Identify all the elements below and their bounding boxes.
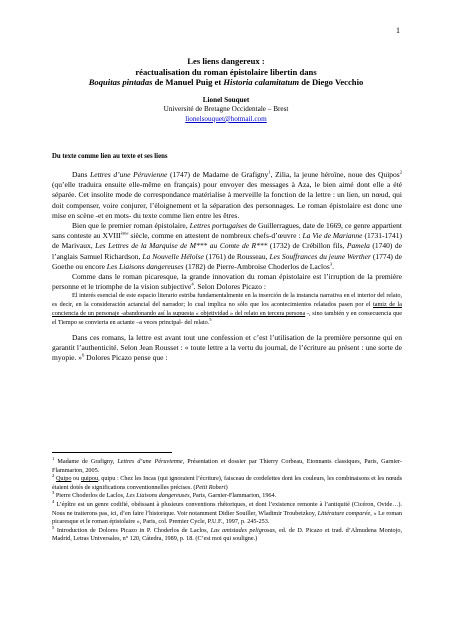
author-affiliation: Université de Bretagne Occidentale – Brest: [163, 105, 289, 114]
footnote-ref-1[interactable]: 1: [268, 169, 271, 175]
block-quote: El interés esencial de este espacio literario estriba fundamentalmente en la inserción de la instancia narrativa en el interior del relato, es decir, en la consideración actancial del narrador; lo cual implica no sólo que los acontecimientos relatados pasen por el tamiz de la conciencia de un personaje -abandonando así la supuesta « objetividad » del relato en tercera persona -, sino también y en consecuencia que el Tiempo se convierta en actante –a veces principal- del relato.$^5$: [52, 292, 403, 326]
body-text: [52, 170, 402, 363]
footnote-ref-2[interactable]: 2: [399, 169, 402, 175]
paper-title: [40, 56, 412, 88]
title-line-2: réactualisation du roman épistolaire libertin dans: [135, 66, 317, 77]
author-email-link[interactable]: lionelsouquet@hotmail.com: [185, 114, 267, 123]
section-heading: Du texte comme lien au texte et ses liens: [52, 153, 168, 160]
title-line-3: Boquitas pintadas de Manuel Puig et Historia calamitatum de Diego Vecchio: [88, 77, 364, 88]
footnote-2: $^2$ Quipo ou quipou, quipu : Chez les Incas (qui ignoraient l’écriture), faisceau de cordelettes dont les couleurs, les combinaisons et les nœuds étaient dotés de significations conventionnelles précises. (Petit Robert): [52, 473, 403, 491]
footnote-4: $^4$ L’épître est un genre codifié, obéissant à plusieurs conventions rhétoriques, et dont l’existence remonte à l’antiquité (Cicéron, Ovide…). Nous ne traiterons pas, ici, d’en faire l’historique. Voir notamment Didier Souiller, Wladimir Troubetzkoy, Littérature comparée, « Le roman picaresque et le roman épistolaire », Paris, col. Premier Cycle, P.U.F., 1997, p. 245-253.: [52, 498, 402, 526]
footnote-ref-3[interactable]: 3: [329, 261, 333, 267]
paragraph-4: Dans ces romans, la lettre est avant tout une confession et c’est l’utilisation de la première personne qui en garantit l’authenticité. Selon Jean Rousset : « toute lettre a la vertu du journal, de l’écriture au présent : une sorte de myopie. »$^6$ Dolores Picazo pense que :: [52, 332, 402, 363]
page-number: 1: [396, 26, 400, 35]
title-line-1: Les liens dangereux :: [187, 56, 265, 66]
footnote-divider: [52, 452, 172, 453]
footnote-ref-4[interactable]: 4: [191, 281, 194, 287]
author-name: Lionel Souquet: [202, 96, 250, 104]
paragraph-3: Comme dans le roman picaresque, la grande innovation du roman épistolaire est l’irruption de la première personne et le triomphe de la vision subjective$^4$. Selon Dolores Picazo :: [52, 272, 402, 292]
author-block: [40, 96, 412, 124]
footnote-ref-6[interactable]: 6: [82, 352, 85, 358]
footnote-ref-5[interactable]: 5: [209, 316, 212, 322]
footnote-1: $^1$ Madame de Grafigny, Lettres d’une Péruvienne, Présentation et dossier par Thierry Corbeau, Etonnants classiques, Paris, Garnier-Flammarion, 2005.: [52, 455, 402, 474]
footnotes: [52, 455, 403, 544]
paragraph-1: Dans Lettres d’une Péruvienne (1747) de Madame de Grafigny$^1$, Zilia, la jeune héroïne, noue des Quipos$^2$ (qu’elle traduira ensuite elle-même en français) pour envoyer des messages à Aza, le bien aimé dont elle a été séparée. Cet insolite mode de correspondance matérialise à merveille la fonction de la lettre : un lien, un nœud, qui doit compenser, voire conjurer, l’éloignement et la séparation des personnages. Le roman épistolaire est donc une mise en scène -et en mots- du texte comme lien entre les êtres.: [52, 169, 402, 220]
footnote-5: $^5$ Introduction de Dolores Picazo in P. Choderlos de Laclos, Las amistades peligrosas, ed. de D. Picazo et trad. d’Almudena Montojo, Madrid, Letras Universales, n° 120, Cátedra, 1989, p. 18. (C’est moi qui souligne.): [52, 524, 402, 543]
footnote-3: $^3$ Pierre Choderlos de Laclos, Les Liaisons dangereuses, Paris, Garnier-Flammarion, 1964.: [52, 490, 277, 500]
paragraph-2: Bien que le premier roman épistolaire, Lettres portugaises de Guillerragues, date de 1669, ce genre appartient sans conteste au XVIIIème siècle, comme en attestent de nombreux chefs-d’œuvre : La Vie de Marianne (1731-1741) de Marivaux, Les Lettres de la Marquise de M*** au Comte de R*** (1732) de Crébillon fils, Pamela (1740) de l’anglais Samuel Richardson, La Nouvelle Héloïse (1761) de Rousseau, Les Souffrances du jeune Werther (1774) de Goethe ou encore Les Liaisons dangereuses (1782) de Pierre-Ambroise Choderlos de Laclos$^3$.: [52, 221, 403, 271]
